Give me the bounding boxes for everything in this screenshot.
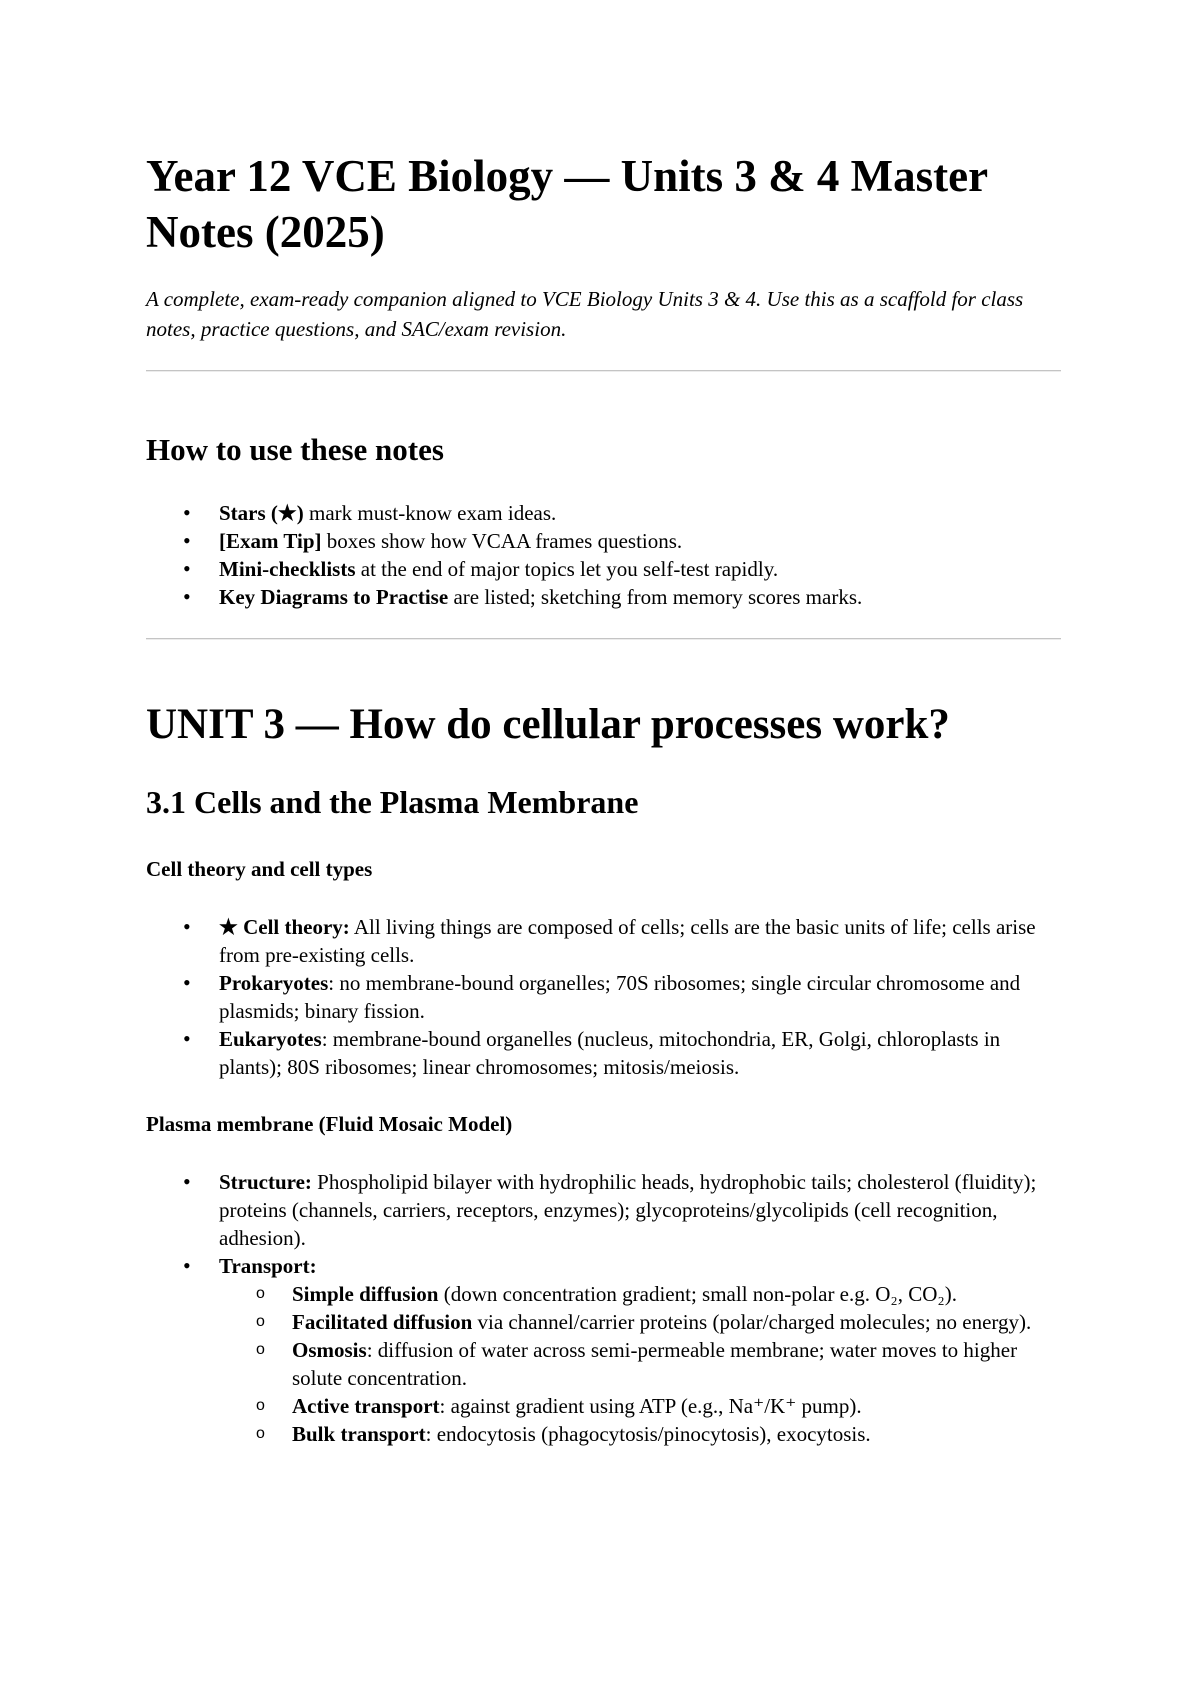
list-item xyxy=(146,1168,1039,1252)
sublist-item xyxy=(219,1420,1039,1448)
how-to-use-list xyxy=(146,499,1061,611)
plasma-membrane-heading: Plasma membrane (Fluid Mosaic Model) xyxy=(146,1112,513,1136)
item-bold: [Exam Tip] xyxy=(219,529,322,553)
list-item xyxy=(146,555,1039,583)
item-text: boxes show how VCAA frames questions. xyxy=(321,529,683,553)
cell-theory-heading: Cell theory and cell types xyxy=(146,857,373,881)
item-text: : no membrane-bound organelles; 70S ribosomes; single circular chromosome and plasmids; binary fission. xyxy=(219,971,1021,1023)
item-text: (down concentration gradient; small non-polar e.g. O₂, CO₂). xyxy=(438,1282,957,1306)
how-to-use-heading: How to use these notes xyxy=(146,432,444,467)
item-text: at the end of major topics let you self-test rapidly. xyxy=(355,557,779,581)
item-bold: Osmosis xyxy=(292,1338,367,1362)
item-text: Phospholipid bilayer with hydrophilic heads, hydrophobic tails; cholesterol (fluidity); proteins (channels, carriers, receptors, enzymes); glycoproteins/glycolipids (cell recognition, adhesion). xyxy=(219,1170,1037,1250)
list-item xyxy=(146,913,1039,969)
item-text: are listed; sketching from memory scores marks. xyxy=(448,585,863,609)
item-bold: Bulk transport xyxy=(292,1422,426,1446)
item-bold: Active transport xyxy=(292,1394,440,1418)
sublist-item xyxy=(219,1280,1039,1308)
list-item xyxy=(146,1025,1039,1081)
unit3-heading: UNIT 3 — How do cellular processes work? xyxy=(146,701,950,748)
section-3-1-heading: 3.1 Cells and the Plasma Membrane xyxy=(146,784,639,820)
horizontal-rule xyxy=(146,638,1061,640)
sublist-item xyxy=(219,1308,1039,1336)
item-bold: ★ Cell theory: xyxy=(219,915,350,939)
item-text: : membrane-bound organelles (nucleus, mitochondria, ER, Golgi, chloroplasts in plants); 80S ribosomes; linear chromosomes; mitosis/meiosis. xyxy=(219,1027,1001,1079)
horizontal-rule xyxy=(146,370,1061,372)
list-item xyxy=(146,583,1039,611)
transport-label: Transport: xyxy=(219,1254,317,1278)
item-bold: Prokaryotes xyxy=(219,971,329,995)
item-text: : against gradient using ATP (e.g., Na⁺/K⁺ pump). xyxy=(439,1394,862,1418)
plasma-membrane-list xyxy=(146,1168,1061,1448)
item-text: : diffusion of water across semi-permeable membrane; water moves to higher solute concentration. xyxy=(292,1338,1018,1390)
item-bold: Facilitated diffusion xyxy=(292,1310,473,1334)
item-text: : endocytosis (phagocytosis/pinocytosis), exocytosis. xyxy=(425,1422,871,1446)
item-bold: Mini-checklists xyxy=(219,557,356,581)
list-item xyxy=(146,527,1039,555)
item-bold: Simple diffusion xyxy=(292,1282,439,1306)
transport-sublist xyxy=(219,1280,1039,1448)
sublist-item xyxy=(219,1336,1039,1392)
cell-theory-list xyxy=(146,913,1061,1081)
item-bold: Structure: xyxy=(219,1170,312,1194)
list-item xyxy=(146,499,1039,527)
item-text: All living things are composed of cells; cells are the basic units of life; cells arise from pre-existing cells. xyxy=(219,915,1036,967)
document-title: Year 12 VCE Biology — Units 3 & 4 Master Notes (2025) xyxy=(146,151,988,257)
list-item xyxy=(146,969,1039,1025)
item-text: mark must-know exam ideas. xyxy=(303,501,557,525)
item-text: via channel/carrier proteins (polar/charged molecules; no energy). xyxy=(472,1310,1032,1334)
list-item xyxy=(146,1252,1039,1448)
sublist-item xyxy=(219,1392,1039,1420)
item-bold: Stars (★) xyxy=(219,501,304,525)
document-subtitle: A complete, exam-ready companion aligned to VCE Biology Units 3 & 4. Use this as a scaffold for class notes, practice questions, and SAC/exam revision. xyxy=(146,287,1024,341)
item-bold: Eukaryotes xyxy=(219,1027,322,1051)
item-bold: Key Diagrams to Practise xyxy=(219,585,449,609)
